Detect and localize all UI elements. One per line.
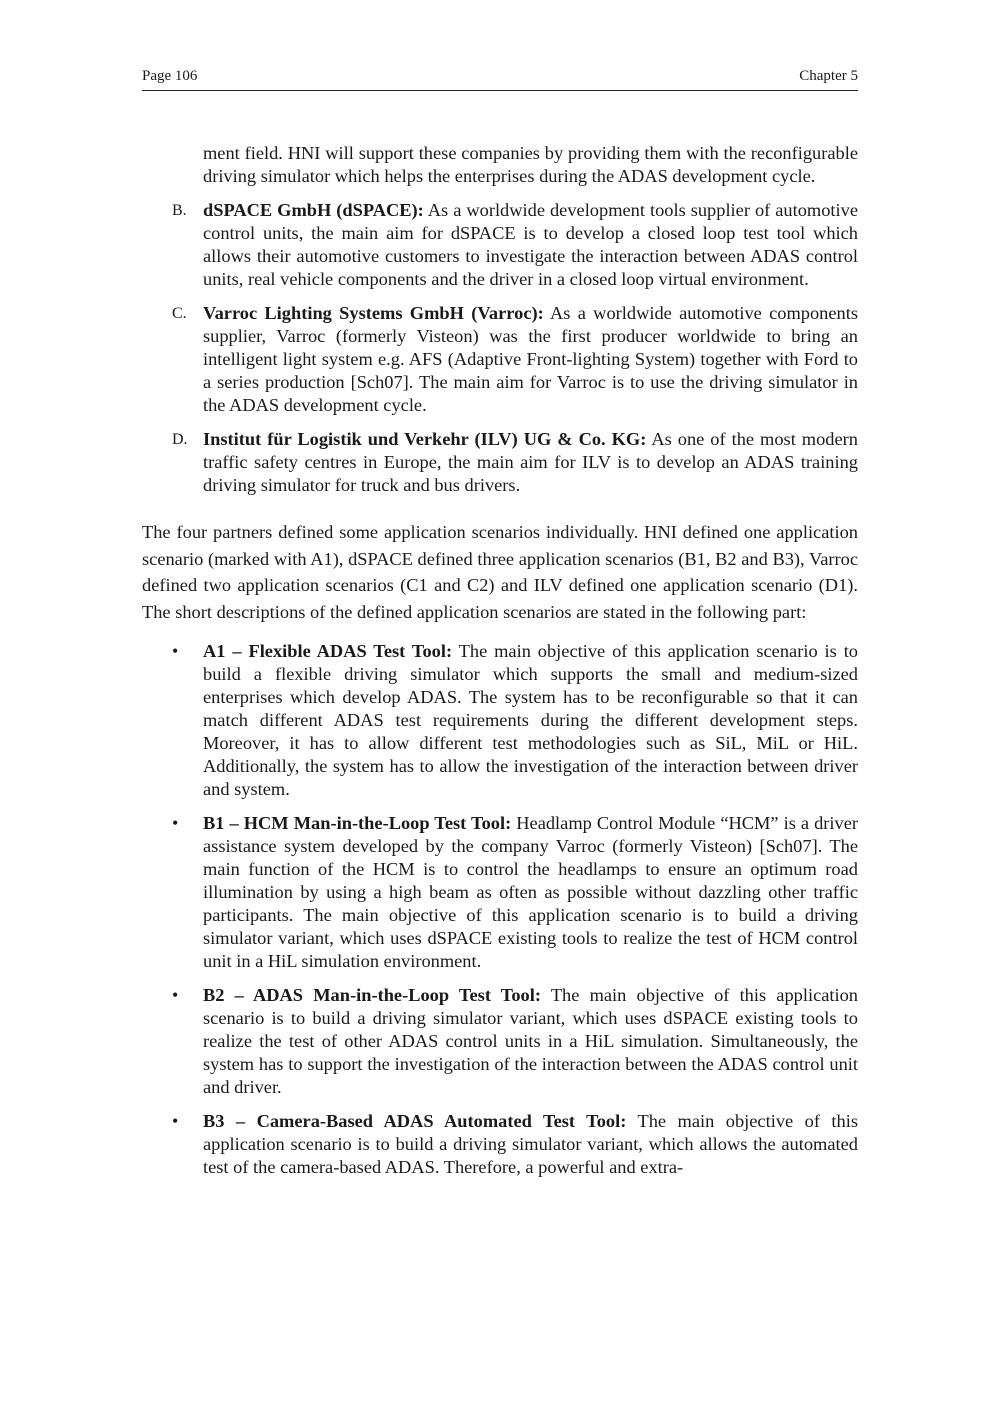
body-paragraph: The four partners defined some application scenarios individually. HNI defined one application scenario (marked with A1), dSPACE defined three application scenarios (B1, B2 and B3), Varroc defined two application scenarios (C1 and C2) and ILV defined one application scenario (D1). The short descriptions of the defined application scenarios are stated in the following part: (142, 522, 858, 622)
scenario-text: The main objective of this application scenario is to build a driving simulator variant, which allows the automated test of the camera-based ADAS. Therefore, a powerful and extra- (203, 1111, 858, 1177)
partner-name: Varroc Lighting Systems GmbH (Varroc): (203, 303, 544, 323)
scenario-text: The main objective of this application scenario is to build a flexible driving simulator which supports the small and medium-sized enterprises which develop ADAS. The system has to be reconfigurable so that it can match different ADAS test requirements during the different development steps. Moreover, it has to allow different test methodologies such as SiL, MiL or HiL. Additionally, the system has to allow the investigation of the interaction between driver and system. (203, 641, 858, 799)
bullet-dot: • (172, 1111, 179, 1131)
scenario-text: Headlamp Control Module “HCM” is a driver assistance system developed by the company Varroc (formerly Visteon) [Sch07]. The main function of the HCM is to control the headlamps to ensure an optimum road illumination by using a high beam as often as possible without dazzling other traffic participants. The main objective of this application scenario is to build a driving simulator variant, which uses dSPACE existing tools to realize the test of HCM control unit in a HiL simulation environment. (203, 813, 858, 971)
scenario-item (172, 1110, 858, 1179)
partner-item (172, 199, 858, 291)
list-letter: B. (172, 202, 187, 219)
scenario-item (172, 640, 858, 801)
partner-text: As a worldwide automotive components supplier, Varroc (formerly Visteon) was the first producer worldwide to bring an intelligent light system e.g. AFS (Adaptive Front-lighting System) together with Ford to a series production [Sch07]. The main aim for Varroc is to use the driving simulator in the ADAS development cycle. (203, 303, 858, 415)
partner-item (172, 302, 858, 417)
list-letter: D. (172, 431, 188, 448)
page-number: Page 106 (142, 68, 198, 84)
partner-item (172, 428, 858, 497)
chapter-label: Chapter 5 (799, 68, 858, 84)
scenario-text: The main objective of this application scenario is to build a driving simulator variant, which uses dSPACE existing tools to realize the test of other ADAS control units in a HiL simulation. Simultaneously, the system has to support the investigation of the interaction between the ADAS control unit and driver. (203, 985, 859, 1097)
bullet-dot: • (172, 641, 179, 661)
page-body (142, 142, 858, 1179)
partner-name: dSPACE GmbH (dSPACE): (203, 200, 424, 220)
partner-text: As a worldwide development tools supplier of automotive control units, the main aim for dSPACE is to develop a closed loop test tool which allows their automotive customers to investigate the interaction between ADAS control units, real vehicle components and the driver in a closed loop virtual environment. (203, 200, 858, 289)
partner-name: Institut für Logistik und Verkehr (ILV) UG & Co. KG: (203, 429, 647, 449)
scenario-item (172, 812, 858, 973)
scenario-title: B2 – ADAS Man-in-the-Loop Test Tool: (203, 985, 541, 1005)
bullet-dot: • (172, 985, 179, 1005)
partner-text: As one of the most modern traffic safety centres in Europe, the main aim for ILV is to develop an ADAS training driving simulator for truck and bus drivers. (203, 429, 858, 495)
intro-continuation: ment field. HNI will support these companies by providing them with the reconfigurable driving simulator which helps the enterprises during the ADAS development cycle. (203, 143, 858, 186)
scenario-item (172, 984, 859, 1099)
page-header (142, 66, 858, 91)
scenario-title: B1 – HCM Man-in-the-Loop Test Tool: (203, 813, 512, 833)
scenario-title: A1 – Flexible ADAS Test Tool: (203, 641, 453, 661)
scenario-title: B3 – Camera-Based ADAS Automated Test Tool: (203, 1111, 627, 1131)
list-letter: C. (172, 305, 187, 322)
bullet-dot: • (172, 813, 179, 833)
